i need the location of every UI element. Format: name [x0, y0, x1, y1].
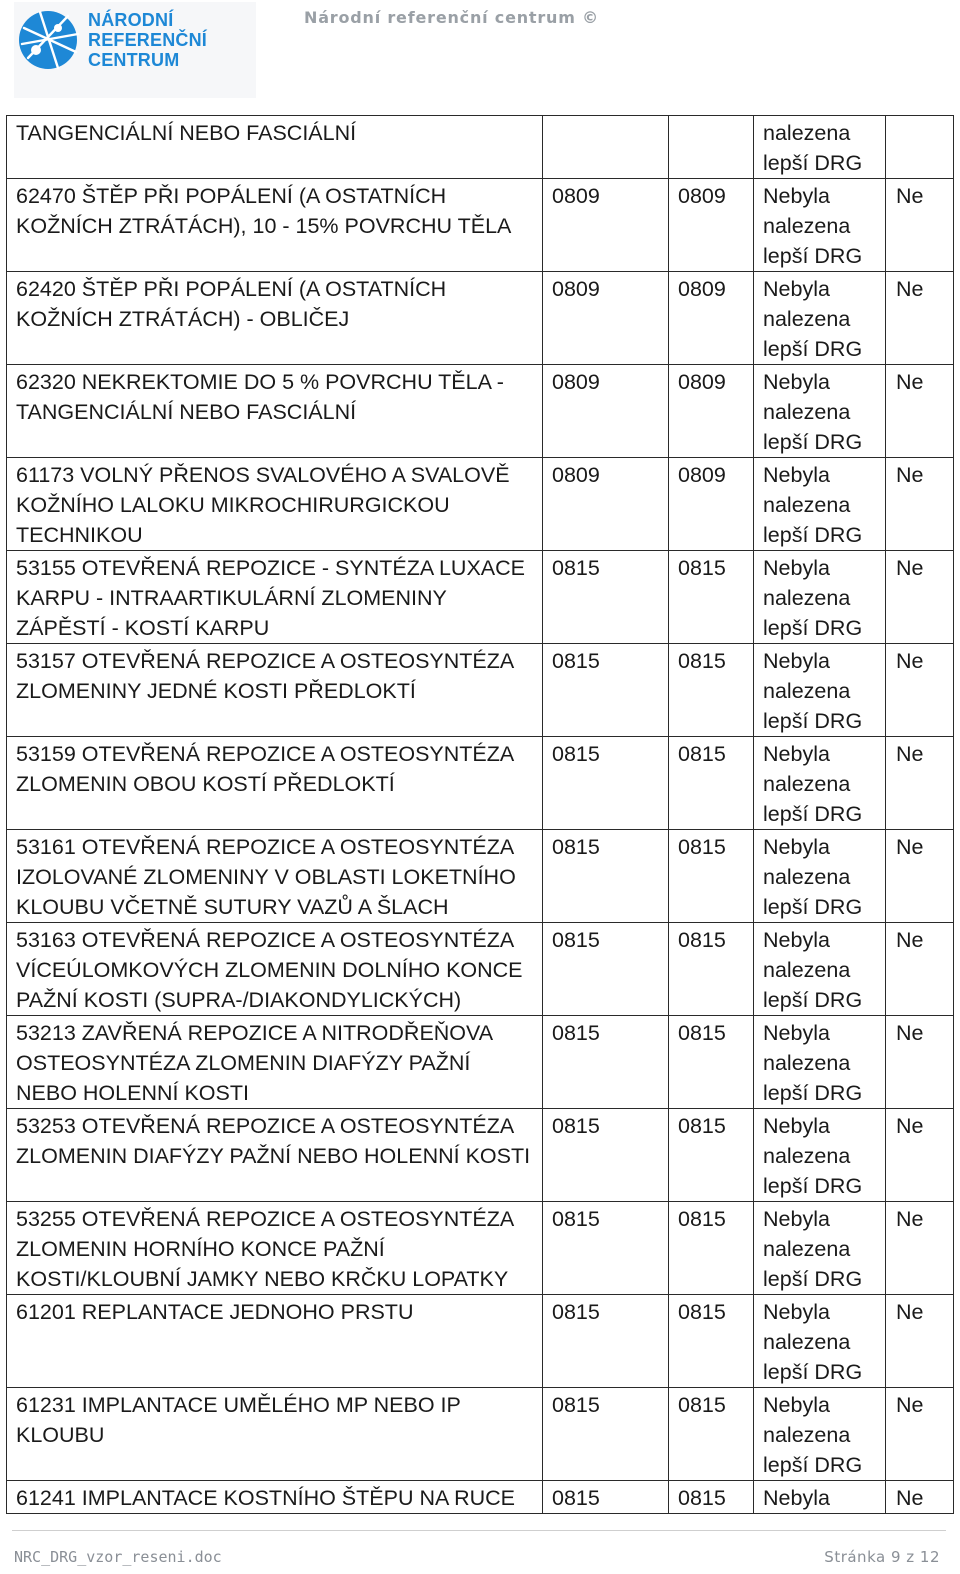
drg-code-original-cell: 0815 — [543, 1202, 669, 1295]
procedure-name-cell: 53157 OTEVŘENÁ REPOZICE A OSTEOSYNTÉZA ZLOMENINY JEDNÉ KOSTI PŘEDLOKTÍ — [7, 644, 543, 737]
procedure-name-cell: 61231 IMPLANTACE UMĚLÉHO MP NEBO IP KLOUBU — [7, 1388, 543, 1481]
drg-result-text-cell: Nebyla nalezena lepší DRG — [754, 1016, 886, 1109]
procedure-name-cell: TANGENCIÁLNÍ NEBO FASCIÁLNÍ — [7, 116, 543, 179]
drg-result-text-cell: Nebyla — [754, 1481, 886, 1514]
drg-code-original-cell: 0809 — [543, 365, 669, 458]
drg-code-original-cell: 0815 — [543, 1109, 669, 1202]
table-row — [7, 644, 954, 737]
footer-filename: NRC_DRG_vzor_reseni.doc — [14, 1548, 222, 1566]
drg-code-original-cell: 0815 — [543, 1295, 669, 1388]
table-row — [7, 1202, 954, 1295]
drg-result-text-cell: Nebyla nalezena lepší DRG — [754, 272, 886, 365]
drg-code-original-cell: 0809 — [543, 272, 669, 365]
procedure-name-cell: 53161 OTEVŘENÁ REPOZICE A OSTEOSYNTÉZA IZOLOVANÉ ZLOMENINY V OBLASTI LOKETNÍHO KLOUBU VČETNĚ SUTURY VAZŮ A ŠLACH — [7, 830, 543, 923]
table-row — [7, 737, 954, 830]
drg-result-text-cell: Nebyla nalezena lepší DRG — [754, 1109, 886, 1202]
table-row — [7, 458, 954, 551]
footer-page-number: Stránka 9 z 12 — [824, 1548, 940, 1566]
drg-result-text-cell: Nebyla nalezena lepší DRG — [754, 1388, 886, 1481]
drg-code-new-cell: 0815 — [669, 923, 754, 1016]
drg-result-text-cell: Nebyla nalezena lepší DRG — [754, 1202, 886, 1295]
drg-result-text-cell: nalezena lepší DRG — [754, 116, 886, 179]
result-flag-cell — [886, 116, 954, 179]
footer-divider — [12, 1530, 946, 1531]
drg-result-text-cell: Nebyla nalezena lepší DRG — [754, 179, 886, 272]
result-flag-cell: Ne — [886, 1295, 954, 1388]
table-row — [7, 179, 954, 272]
result-flag-cell: Ne — [886, 1481, 954, 1514]
drg-code-new-cell: 0815 — [669, 1016, 754, 1109]
table-row — [7, 551, 954, 644]
procedure-name-cell: 53155 OTEVŘENÁ REPOZICE - SYNTÉZA LUXACE KARPU - INTRAARTIKULÁRNÍ ZLOMENINY ZÁPĚSTÍ - KOSTÍ KARPU — [7, 551, 543, 644]
logo-line-1: NÁRODNÍ — [88, 10, 174, 30]
result-flag-cell: Ne — [886, 1109, 954, 1202]
drg-code-new-cell: 0815 — [669, 644, 754, 737]
drg-code-new-cell: 0809 — [669, 458, 754, 551]
drg-result-text-cell: Nebyla nalezena lepší DRG — [754, 737, 886, 830]
drg-code-original-cell: 0809 — [543, 458, 669, 551]
result-flag-cell: Ne — [886, 272, 954, 365]
table-row — [7, 272, 954, 365]
drg-code-new-cell: 0815 — [669, 1109, 754, 1202]
table-row — [7, 1109, 954, 1202]
drg-code-original-cell — [543, 116, 669, 179]
procedure-name-cell: 61173 VOLNÝ PŘENOS SVALOVÉHO A SVALOVĚ KOŽNÍHO LALOKU MIKROCHIRURGICKOU TECHNIKOU — [7, 458, 543, 551]
table-row — [7, 1295, 954, 1388]
procedure-name-cell: 53159 OTEVŘENÁ REPOZICE A OSTEOSYNTÉZA ZLOMENIN OBOU KOSTÍ PŘEDLOKTÍ — [7, 737, 543, 830]
drg-code-new-cell: 0815 — [669, 1202, 754, 1295]
table-row — [7, 830, 954, 923]
logo-text — [88, 10, 207, 70]
drg-result-text-cell: Nebyla nalezena lepší DRG — [754, 1295, 886, 1388]
drg-code-new-cell: 0815 — [669, 1481, 754, 1514]
procedure-name-cell: 53253 OTEVŘENÁ REPOZICE A OSTEOSYNTÉZA ZLOMENIN DIAFÝZY PAŽNÍ NEBO HOLENNÍ KOSTI — [7, 1109, 543, 1202]
drg-result-text-cell: Nebyla nalezena lepší DRG — [754, 551, 886, 644]
drg-code-new-cell: 0815 — [669, 830, 754, 923]
drg-code-original-cell: 0815 — [543, 1016, 669, 1109]
drg-code-original-cell: 0815 — [543, 551, 669, 644]
drg-code-new-cell: 0815 — [669, 737, 754, 830]
table-row — [7, 1481, 954, 1514]
procedure-name-cell: 61201 REPLANTACE JEDNOHO PRSTU — [7, 1295, 543, 1388]
page-header — [0, 0, 960, 100]
procedure-name-cell: 61241 IMPLANTACE KOSTNÍHO ŠTĚPU NA RUCE — [7, 1481, 543, 1514]
drg-result-text-cell: Nebyla nalezena lepší DRG — [754, 458, 886, 551]
drg-code-original-cell: 0815 — [543, 830, 669, 923]
table-row — [7, 1388, 954, 1481]
drg-code-new-cell: 0809 — [669, 179, 754, 272]
table-row — [7, 365, 954, 458]
result-flag-cell: Ne — [886, 1202, 954, 1295]
logo-line-2: REFERENČNÍ — [88, 30, 208, 50]
table-row — [7, 923, 954, 1016]
result-flag-cell: Ne — [886, 923, 954, 1016]
procedure-name-cell: 53163 OTEVŘENÁ REPOZICE A OSTEOSYNTÉZA VÍCEÚLOMKOVÝCH ZLOMENIN DOLNÍHO KONCE PAŽNÍ KOSTI (SUPRA-/DIAKONDYLICKÝCH) — [7, 923, 543, 1016]
table-row — [7, 116, 954, 179]
result-flag-cell: Ne — [886, 179, 954, 272]
table-row — [7, 1016, 954, 1109]
result-flag-cell: Ne — [886, 1388, 954, 1481]
nrc-logo-emblem-icon — [18, 6, 84, 72]
drg-code-original-cell: 0815 — [543, 737, 669, 830]
drg-result-text-cell: Nebyla nalezena lepší DRG — [754, 923, 886, 1016]
drg-result-text-cell: Nebyla nalezena lepší DRG — [754, 644, 886, 737]
result-flag-cell: Ne — [886, 1016, 954, 1109]
procedure-name-cell: 62320 NEKREKTOMIE DO 5 % POVRCHU TĚLA - TANGENCIÁLNÍ NEBO FASCIÁLNÍ — [7, 365, 543, 458]
result-flag-cell: Ne — [886, 644, 954, 737]
drg-code-new-cell: 0809 — [669, 365, 754, 458]
drg-result-text-cell: Nebyla nalezena lepší DRG — [754, 830, 886, 923]
procedure-name-cell: 62420 ŠTĚP PŘI POPÁLENÍ (A OSTATNÍCH KOŽNÍCH ZTRÁTÁCH) - OBLIČEJ — [7, 272, 543, 365]
drg-code-new-cell: 0815 — [669, 551, 754, 644]
logo-line-3: CENTRUM — [88, 50, 180, 70]
result-flag-cell: Ne — [886, 458, 954, 551]
drg-code-new-cell: 0809 — [669, 272, 754, 365]
drg-result-text-cell: Nebyla nalezena lepší DRG — [754, 365, 886, 458]
result-flag-cell: Ne — [886, 737, 954, 830]
drg-code-new-cell — [669, 116, 754, 179]
drg-code-original-cell: 0815 — [543, 644, 669, 737]
result-flag-cell: Ne — [886, 365, 954, 458]
procedure-name-cell: 53255 OTEVŘENÁ REPOZICE A OSTEOSYNTÉZA ZLOMENIN HORNÍHO KONCE PAŽNÍ KOSTI/KLOUBNÍ JAMKY NEBO KRČKU LOPATKY — [7, 1202, 543, 1295]
procedure-table-body — [7, 116, 954, 1514]
drg-code-original-cell: 0815 — [543, 923, 669, 1016]
header-caption: Národní referenční centrum © — [304, 8, 599, 27]
nrc-logo — [14, 2, 256, 98]
drg-code-new-cell: 0815 — [669, 1388, 754, 1481]
drg-code-new-cell: 0815 — [669, 1295, 754, 1388]
result-flag-cell: Ne — [886, 830, 954, 923]
drg-code-original-cell: 0815 — [543, 1481, 669, 1514]
drg-code-original-cell: 0809 — [543, 179, 669, 272]
procedure-table — [6, 115, 954, 1514]
procedure-name-cell: 53213 ZAVŘENÁ REPOZICE A NITRODŘEŇOVA OSTEOSYNTÉZA ZLOMENIN DIAFÝZY PAŽNÍ NEBO HOLENNÍ KOSTI — [7, 1016, 543, 1109]
result-flag-cell: Ne — [886, 551, 954, 644]
procedure-name-cell: 62470 ŠTĚP PŘI POPÁLENÍ (A OSTATNÍCH KOŽNÍCH ZTRÁTÁCH), 10 - 15% POVRCHU TĚLA — [7, 179, 543, 272]
drg-code-original-cell: 0815 — [543, 1388, 669, 1481]
